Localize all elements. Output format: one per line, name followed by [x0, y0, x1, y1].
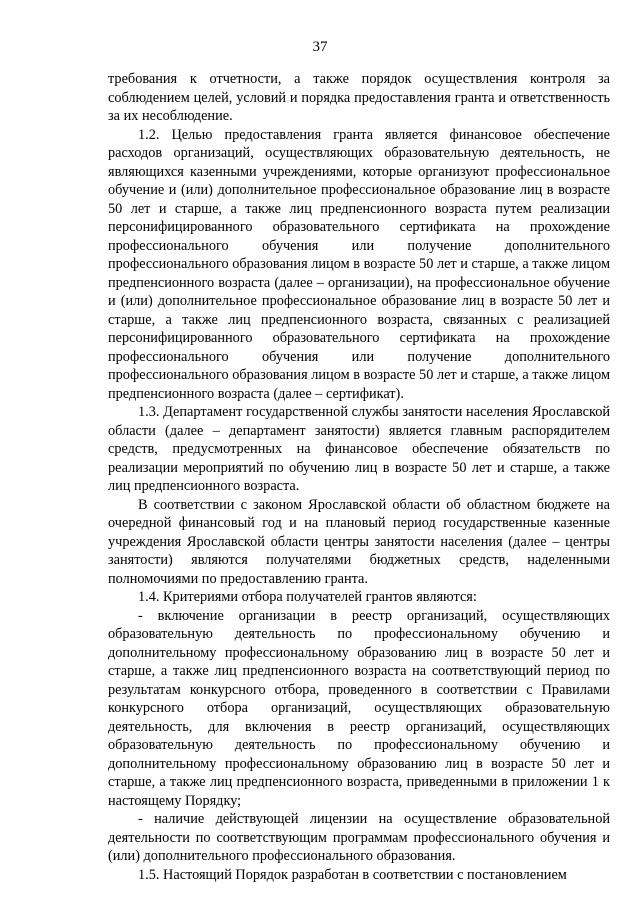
- paragraph: 1.5. Настоящий Порядок разработан в соответствии с постановлением: [138, 866, 567, 883]
- paragraph: 1.4. Критериями отбора получателей грантов являются:: [138, 589, 477, 605]
- paragraph: В соответствии с законом Ярославской области об областном бюджете на очередной финансовый год и на плановый период государственные казенные учреждения Ярославской области центры занятости населения (далее – центры занятости) являются получателями бюджетных средств, наделенными полномочиями по предоставлению гранта.: [108, 496, 610, 587]
- page-number: 37: [312, 39, 328, 55]
- paragraph: требования к отчетности, а также порядок осуществления контроля за соблюдением целей, условий и порядка предоставления гранта и ответственность за их несоблюдение.: [108, 71, 610, 124]
- paragraph: - наличие действующей лицензии на осуществление образовательной деятельности по соответствующим программам профессионального обучения и (или) дополнительного профессионального образования.: [108, 811, 610, 864]
- paragraph: 1.2. Целью предоставления гранта является финансовое обеспечение расходов организаций, осуществляющих образовательную деятельность, не являющихся казенными учреждениями, которые организуют профессиональное обучение и (или) дополнительное профессиональное образование лиц в возрасте 50 лет и старше, а также лиц предпенсионного возраста путем реализации персонифицированного образовательного сертификата на прохождение профессионального обучения или получение дополнительного профессионального образования лицом в возрасте 50 лет и старше, а также лицом предпенсионного возраста (далее – организации), на профессиональное обучение и (или) дополнительное профессиональное образование лиц в возрасте 50 лет и старше, а также лиц предпенсионного возраста, связанных с реализацией персонифицированного образовательного сертификата на прохождение профессионального обучения или получение дополнительного профессионального образования лицом в возрасте 50 лет и старше, а также лицом предпенсионного возраста (далее – сертификат).: [108, 126, 610, 402]
- paragraph: - включение организации в реестр организаций, осуществляющих образовательную деятельность по профессиональному обучению и дополнительному профессиональному образованию лиц в возрасте 50 лет и старше, а также лиц предпенсионного возраста на соответствующий период по результатам конкурсного отбора, проведенного в соответствии с Правилами конкурсного отбора организаций, осуществляющих образовательную деятельность, для включения в реестр организаций, осуществляющих образовательную деятельность по профессиональному обучению и дополнительному профессиональному образованию лиц в возрасте 50 лет и старше, а также лиц предпенсионного возраста, приведенными в приложении 1 к настоящему Порядку;: [108, 607, 610, 809]
- document-body: [108, 70, 610, 884]
- paragraph: 1.3. Департамент государственной службы занятости населения Ярославской области (далее – департамент занятости) является главным распорядителем средств, предусмотренных на финансовое обеспечение обязательств по реализации мероприятий по обучению лиц в возрасте 50 лет и старше, а также лиц предпенсионного возраста.: [108, 404, 610, 494]
